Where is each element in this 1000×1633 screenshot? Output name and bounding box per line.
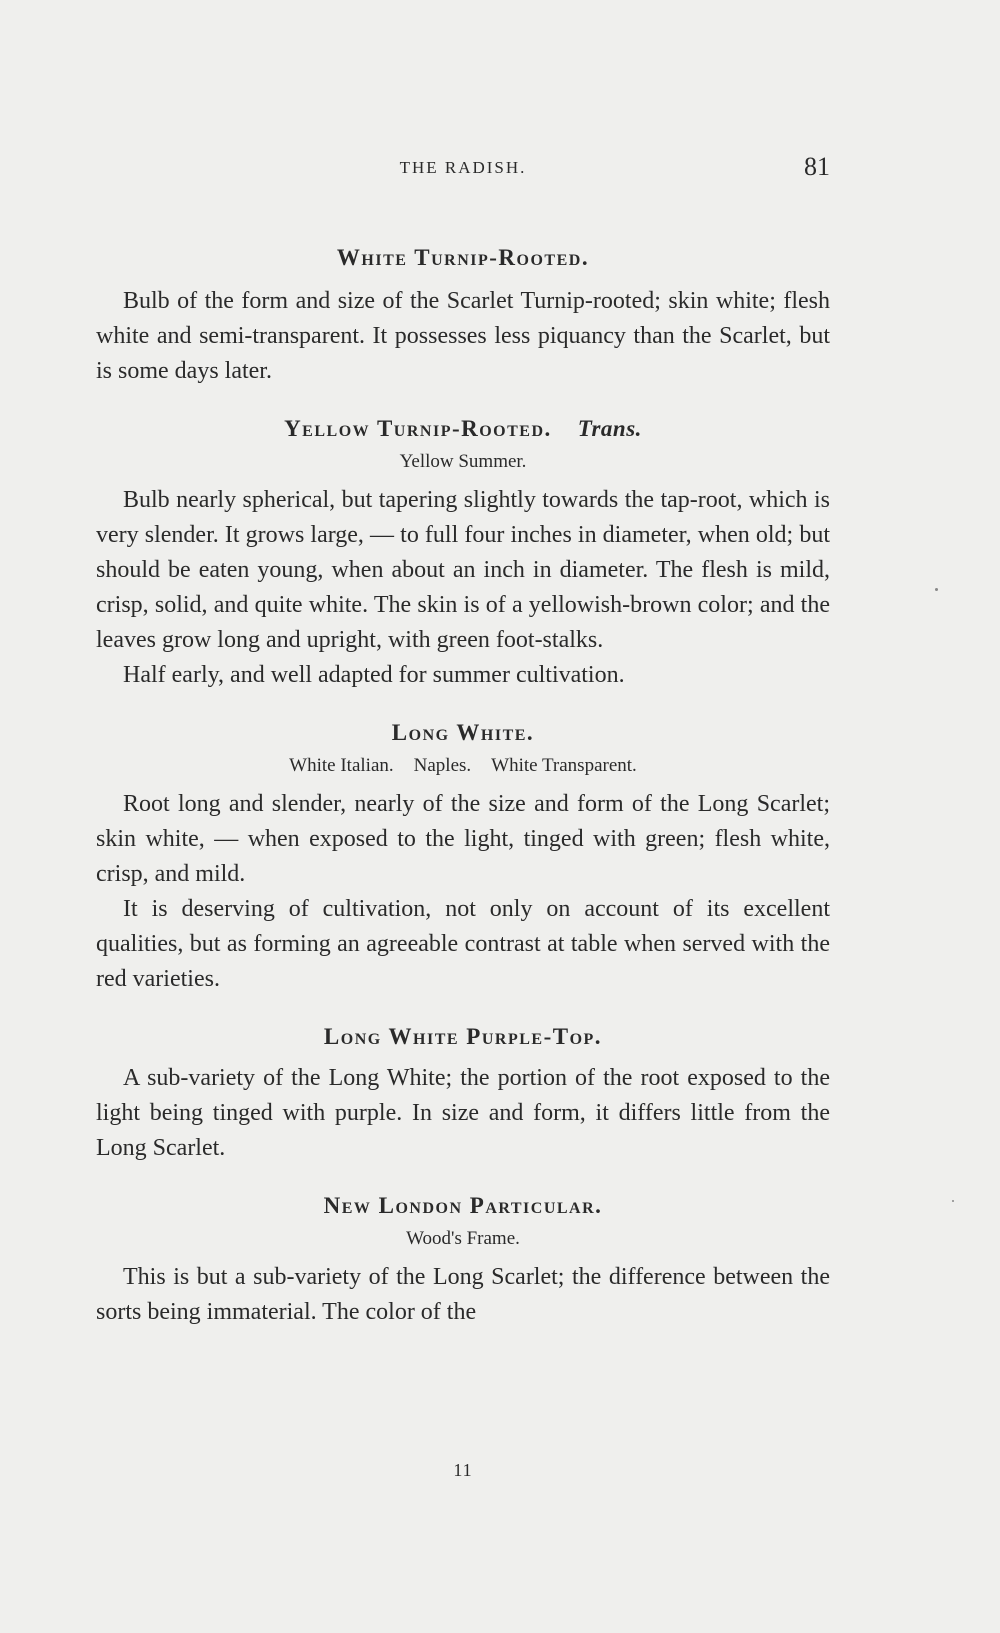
- section-heading: Long White.: [391, 720, 535, 745]
- paragraph: Bulb nearly spherical, but tapering slightly towards the tap-root, which is very slender. It grows large, — to full four inches in diameter, when old; but should be eaten young, when about an inch in diameter. The flesh is mild, crisp, solid, and quite white. The skin is of a yellowish-brown color; and the leaves grow long and upright, with green foot-stalks.: [96, 487, 830, 653]
- page-number: 81: [804, 152, 830, 181]
- paragraph: It is deserving of cultivation, not only on account of its excellent qualities, but as forming an agreeable contrast at table when served with the red varieties.: [96, 896, 830, 992]
- section-yellow-turnip-rooted: [96, 411, 830, 693]
- paragraph: Half early, and well adapted for summer cultivation.: [123, 662, 625, 688]
- signature-mark: 11: [453, 1460, 473, 1480]
- heading-note: Trans.: [577, 416, 642, 441]
- paper-speck: [952, 1200, 954, 1202]
- section-heading: Long White Purple-Top.: [323, 1024, 603, 1049]
- paragraph: Bulb of the form and size of the Scarlet Turnip-rooted; skin white; flesh white and semi-transparent. It possesses less piquancy than the Scarlet, but is some days later.: [96, 288, 830, 384]
- section-long-white: [96, 715, 830, 997]
- synonym: Wood's Frame.: [406, 1228, 520, 1249]
- section-heading: New London Particular.: [323, 1193, 603, 1218]
- running-title: THE RADISH.: [399, 158, 527, 177]
- synonym: White Italian.: [289, 755, 394, 776]
- synonym: Naples.: [413, 755, 472, 776]
- paragraph: Root long and slender, nearly of the size and form of the Long Scarlet; skin white, — when exposed to the light, tinged with green; flesh white, crisp, and mild.: [96, 791, 830, 887]
- section-new-london-particular: [96, 1188, 830, 1330]
- running-head: [96, 152, 830, 186]
- synonyms: [96, 447, 830, 477]
- section-heading: Yellow Turnip-Rooted. Trans.: [284, 416, 642, 441]
- section-long-white-purple-top: [96, 1019, 830, 1166]
- synonyms: [96, 751, 830, 781]
- synonym: Yellow Summer.: [399, 451, 527, 472]
- page-content: [96, 240, 830, 1330]
- section-heading: White Turnip-Rooted.: [336, 245, 590, 270]
- paper-speck: [935, 588, 938, 591]
- section-white-turnip-rooted: [96, 240, 830, 389]
- synonyms: [96, 1224, 830, 1254]
- paragraph: This is but a sub-variety of the Long Scarlet; the difference between the sorts being immaterial. The color of the: [96, 1264, 830, 1325]
- synonym: White Transparent.: [491, 755, 637, 776]
- paragraph: A sub-variety of the Long White; the portion of the root exposed to the light being tinged with purple. In size and form, it differs little from the Long Scarlet.: [96, 1065, 830, 1161]
